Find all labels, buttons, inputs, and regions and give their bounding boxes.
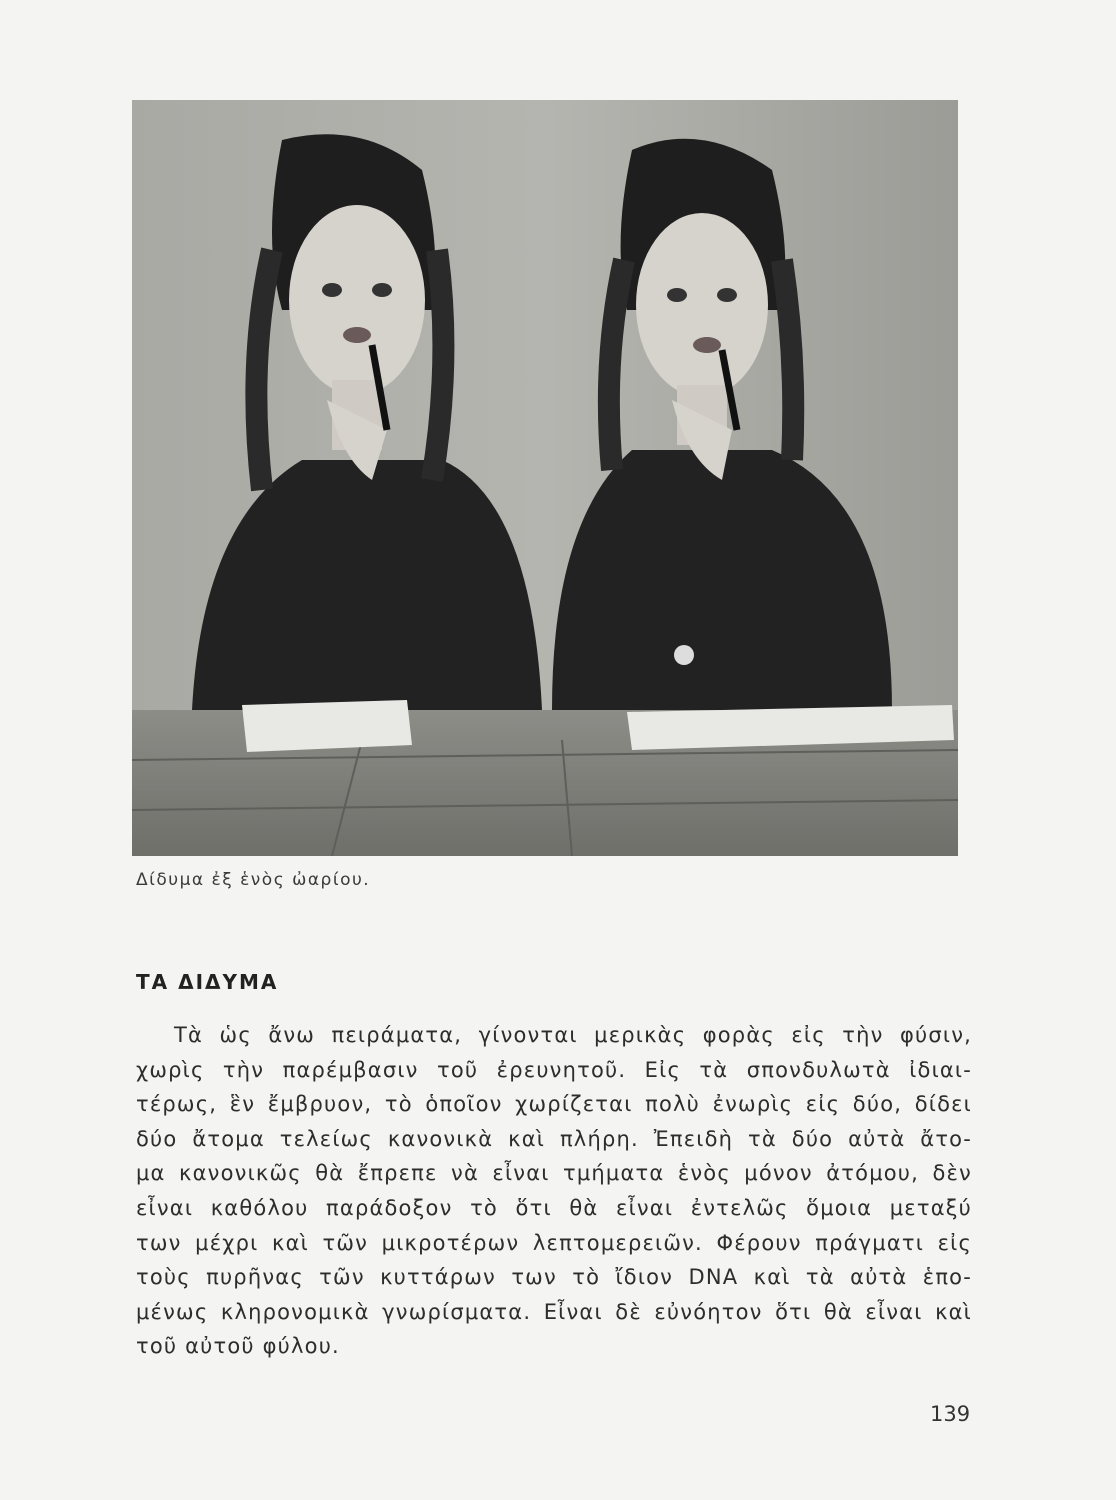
page-number: 139: [930, 1402, 971, 1426]
paragraph-line: μα κανονικῶς θὰ ἔπρεπε νὰ εἶναι τμήματα ἑνὸς μόνον ἀτόμου, δὲν: [136, 1161, 972, 1186]
paragraph-line: χωρὶς τὴν παρέμβασιν τοῦ ἐρευνητοῦ. Εἰς τὰ σπονδυλωτὰ ἰδιαι-: [136, 1057, 972, 1082]
paragraph-line: εἶναι καθόλου παράδοξον τὸ ὅτι θὰ εἶναι ἐντελῶς ὅμοια μεταξύ: [136, 1195, 972, 1220]
paragraph-line: τοὺς πυρῆνας τῶν κυττάρων των τὸ ἴδιον DNA καὶ τὰ αὐτὰ ἑπο-: [136, 1265, 972, 1290]
paragraph-line: δύο ἄτομα τελείως κανονικὰ καὶ πλήρη. Ἐπειδὴ τὰ δύο αὐτὰ ἄτο-: [136, 1126, 972, 1151]
twins-photo-illustration: [132, 100, 958, 856]
body-paragraph: [136, 1018, 972, 1364]
twins-photograph: [132, 100, 958, 856]
paragraph-line: τέρως, ἓν ἔμβρυον, τὸ ὁποῖον χωρίζεται πολὺ ἐνωρὶς εἰς δύο, δίδει: [136, 1092, 972, 1117]
photo-caption: Δίδυμα ἐξ ἑνὸς ὠαρίου.: [136, 870, 371, 890]
paragraph-line: των μέχρι καὶ τῶν μικροτέρων λεπτομερειῶν. Φέρουν πράγματι εἰς: [136, 1230, 972, 1255]
paragraph-line: μένως κληρονομικὰ γνωρίσματα. Εἶναι δὲ εὐνόητον ὅτι θὰ εἶναι καὶ: [136, 1299, 972, 1324]
paragraph-line: τοῦ αὐτοῦ φύλου.: [136, 1334, 340, 1359]
paragraph-line: Τὰ ὡς ἄνω πειράματα, γίνονται μερικὰς φορὰς εἰς τὴν φύσιν,: [174, 1023, 972, 1047]
section-heading: ΤΑ ΔΙΔΥΜΑ: [136, 970, 279, 994]
